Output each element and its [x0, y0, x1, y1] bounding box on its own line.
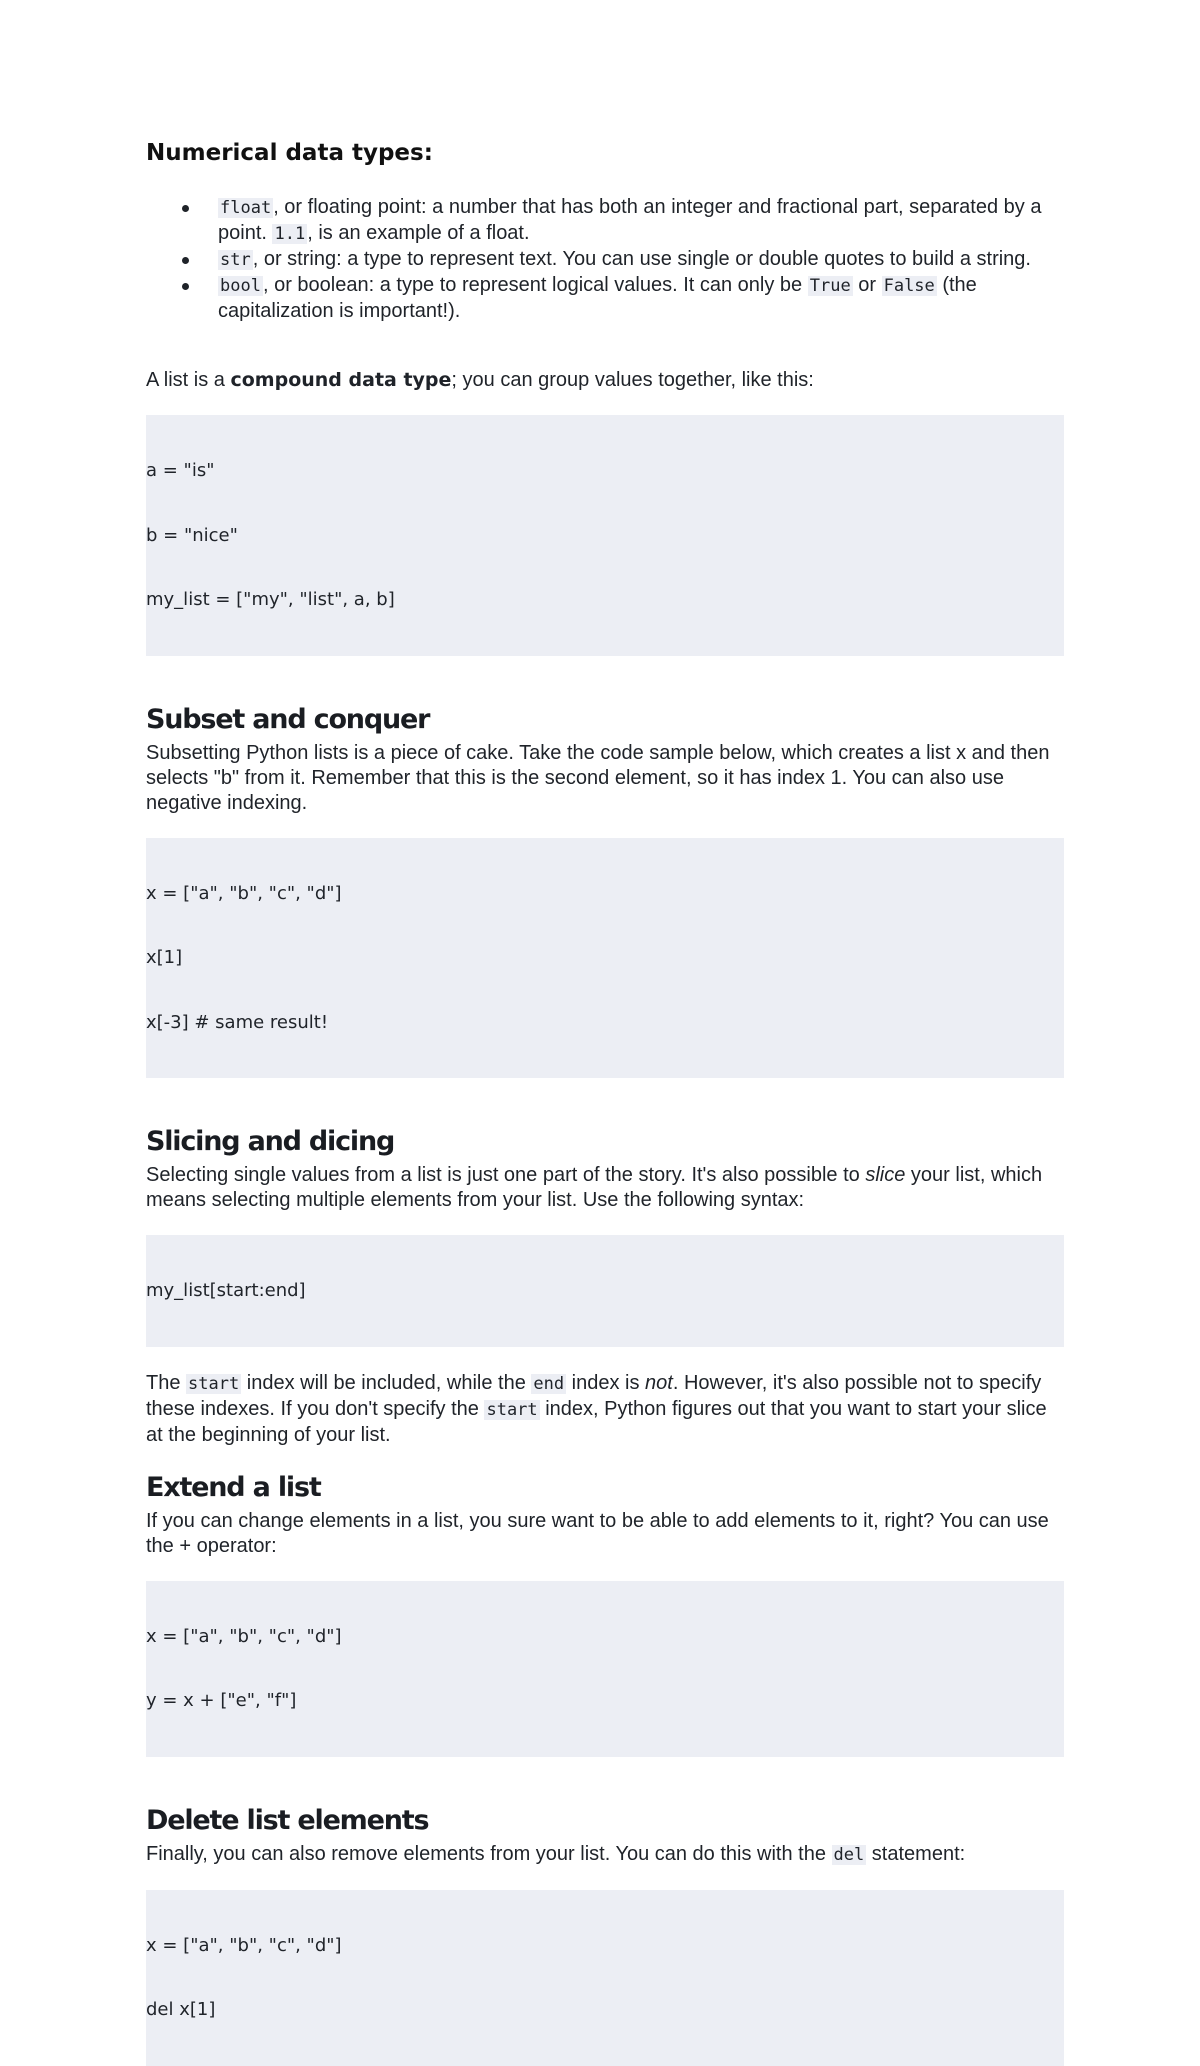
code-line: x[1]: [146, 947, 183, 968]
code-line: x[-3] # same result!: [146, 1011, 329, 1033]
code-block-delete: [146, 1890, 1064, 2066]
list-item-text: or: [852, 274, 882, 296]
list-item: [146, 273, 1064, 324]
italic-term: slice: [865, 1164, 906, 1186]
code-block-slice-syntax: [146, 1235, 1064, 1347]
code-line: my_list[start:end]: [146, 1280, 306, 1301]
list-item-text: (the capitalization is important!).: [218, 274, 977, 322]
paragraph-text: The: [146, 1371, 187, 1394]
code-block-subset: [146, 838, 1064, 1079]
paragraph-text: Finally, you can also remove elements from your list. You can do this with the: [146, 1842, 832, 1865]
code-line: del x[1]: [146, 1999, 216, 2020]
paragraph-text: Subsetting Python lists is a piece of cake. Take the code sample below, which creates a list: [146, 741, 957, 764]
slicing-paragraph: [146, 1163, 1064, 1213]
bullet-icon: [182, 205, 189, 212]
inline-code: str: [220, 250, 251, 270]
paragraph-text: and then selects "b" from it. Remember that this is the second element, so it has index 1. You can also use negative indexing.: [146, 741, 1050, 814]
paragraph-text: index is: [566, 1371, 646, 1394]
list-item-text: , or boolean: a type to represent logical values. It can only be: [262, 274, 808, 296]
code-line: x = ["a", "b", "c", "d"]: [146, 882, 342, 904]
inline-code: start: [188, 1373, 240, 1394]
delete-paragraph: [146, 1842, 1064, 1868]
inline-code: 1.1: [274, 224, 306, 244]
inline-code: start: [486, 1399, 538, 1420]
data-type-list: [146, 195, 1064, 324]
paragraph-text: statement:: [866, 1842, 966, 1865]
paragraph-text: index will be included, while the: [241, 1371, 532, 1394]
delete-heading: Delete list elements: [146, 1804, 429, 1836]
list-item-text: , or floating point: a number that has both an integer and fractional part, separated by a point.: [218, 196, 1042, 244]
list-intro-paragraph: [146, 368, 1064, 393]
paragraph-text: A list is a: [146, 369, 231, 391]
subset-heading: Subset and conquer: [146, 703, 430, 735]
italic-term: not: [645, 1371, 673, 1394]
inline-code: del: [833, 1844, 865, 1865]
bullet-icon: [182, 283, 189, 290]
paragraph-text: index, Python figures out that you want to start your slice at the beginning of your list.: [146, 1397, 1047, 1446]
paragraph-text: operator:: [191, 1534, 277, 1557]
inline-code: bool: [220, 276, 261, 296]
list-item-text: , is an example of a float.: [307, 222, 530, 244]
inline-code: end: [533, 1373, 565, 1394]
code-line: x = ["a", "b", "c", "d"]: [146, 1625, 342, 1647]
inline-code: False: [883, 276, 935, 296]
code-line: y = x + ["e", "f"]: [146, 1690, 297, 1711]
paragraph-text: If you can change elements in a list, you sure want to be able to add elements to it, right? You can use the: [146, 1509, 1049, 1557]
variable-name: x: [956, 741, 967, 764]
bold-term: compound data type: [230, 369, 452, 391]
code-line: x = ["a", "b", "c", "d"]: [146, 1934, 342, 1956]
code-line: a = "is": [146, 460, 215, 481]
code-block-list: [146, 415, 1064, 656]
list-item: [146, 247, 1064, 273]
paragraph-text: Selecting single values from a list is just one part of the story. It's also possible to: [146, 1164, 866, 1186]
code-line: b = "nice": [146, 524, 238, 546]
list-item: [146, 195, 1064, 247]
document-page: [146, 140, 1064, 2066]
list-item-text: , or string: a type to represent text. You can use single or double quotes to build a string.: [252, 248, 1031, 270]
numerical-heading: Numerical data types:: [146, 140, 433, 166]
slicing-heading: Slicing and dicing: [146, 1126, 395, 1157]
operator-symbol: +: [179, 1534, 192, 1557]
extend-paragraph: [146, 1509, 1064, 1559]
paragraph-text: . However, it's also possible not to specify these indexes. If you don't specify the: [146, 1371, 1042, 1420]
inline-code: True: [809, 276, 851, 296]
code-block-extend: [146, 1581, 1064, 1757]
inline-code: float: [220, 198, 272, 218]
bullet-icon: [182, 257, 189, 264]
subset-paragraph: [146, 741, 1064, 816]
paragraph-text: your list, which means selecting multiple elements from your list. Use the following syntax:: [146, 1164, 1043, 1211]
slicing-paragraph-2: [146, 1371, 1064, 1448]
paragraph-text: ; you can group values together, like this:: [451, 369, 814, 391]
extend-heading: Extend a list: [146, 1471, 321, 1503]
code-line: my_list = ["my", "list", a, b]: [146, 589, 395, 610]
